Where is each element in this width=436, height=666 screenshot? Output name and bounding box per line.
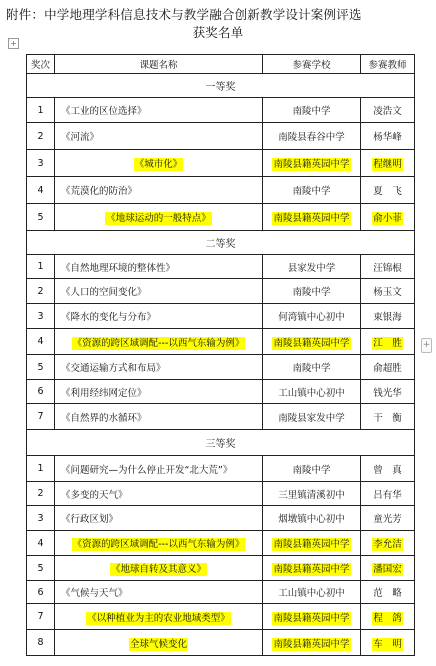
teacher-text: 李允洁 (373, 539, 402, 550)
topic-text: 《行政区划》 (61, 514, 119, 525)
table-row (27, 581, 415, 604)
rank-cell (27, 177, 55, 204)
topic-cell (55, 255, 263, 279)
section-row (27, 430, 415, 456)
school-text: 南陵县籍英园中学 (273, 159, 350, 170)
teacher-text: 潘国宏 (373, 564, 402, 575)
topic-text: 《资源的跨区域调配---以西气东输为例》 (72, 337, 245, 349)
table-row (27, 329, 415, 355)
section-label: 二等奖 (27, 231, 415, 255)
table-row (27, 98, 415, 123)
topic-text: 《自然地理环境的整体性》 (61, 262, 176, 274)
school-text: 工山镇中心初中 (278, 387, 345, 399)
teacher-text: 车 明 (373, 638, 402, 650)
teacher-text: 钱光华 (373, 387, 402, 399)
teacher-cell (361, 482, 415, 506)
teacher-cell (361, 204, 415, 231)
topic-text: 《利用经纬网定位》 (61, 387, 147, 399)
rank-text: 4 (37, 336, 44, 347)
teacher-cell (361, 177, 415, 204)
table-row (27, 482, 415, 506)
table-row (27, 177, 415, 204)
school-cell (263, 98, 361, 123)
topic-text: 《地球自转及其意义》 (110, 564, 206, 575)
school-text: 三里镇清溪初中 (278, 489, 345, 501)
school-cell (263, 304, 361, 329)
rank-cell (27, 380, 55, 404)
rank-text: 3 (37, 157, 44, 169)
rank-cell (27, 150, 55, 177)
rank-cell (27, 456, 55, 482)
table-row (27, 355, 415, 380)
school-text: 南陵县籍英园中学 (273, 638, 350, 650)
rank-cell (27, 604, 55, 630)
section-label: 三等奖 (27, 430, 415, 456)
table-row (27, 380, 415, 404)
school-text: 烟墩镇中心初中 (278, 514, 345, 525)
school-cell (263, 556, 361, 581)
title-line-2: 获奖名单 (192, 25, 244, 40)
teacher-text: 江 胜 (373, 337, 402, 349)
school-cell (263, 380, 361, 404)
school-cell (263, 123, 361, 150)
rank-text: 1 (37, 463, 44, 474)
school-text: 南陵县籍英园中学 (273, 213, 350, 224)
topic-text: 《人口的空间变化》 (61, 287, 147, 298)
rank-text: 7 (37, 411, 44, 422)
title-line-1: 附件：中学地理学科信息技术与教学融合创新教学设计案例评选 (6, 7, 362, 22)
rank-cell (27, 531, 55, 556)
topic-text: 《城市化》 (134, 159, 183, 170)
teacher-cell (361, 630, 415, 656)
school-text: 南陵中学 (292, 106, 331, 117)
school-text: 南陵县籍英园中学 (273, 337, 350, 349)
header-teacher: 参赛教师 (361, 55, 415, 74)
rank-text: 6 (37, 586, 44, 598)
teacher-text: 程 鸽 (373, 612, 402, 624)
move-anchor-icon[interactable]: + (8, 38, 19, 49)
topic-cell (55, 279, 263, 304)
topic-text: 《资源的跨区域调配---以西气东输为例》 (72, 539, 245, 550)
teacher-cell (361, 255, 415, 279)
teacher-text: 童光芳 (373, 514, 402, 525)
school-text: 南陵县春谷中学 (278, 132, 345, 143)
topic-cell (55, 380, 263, 404)
topic-cell (55, 355, 263, 380)
rank-cell (27, 630, 55, 656)
school-text: 南陵县籍英园中学 (273, 539, 350, 550)
table-header-row (27, 55, 415, 74)
table-row (27, 531, 415, 556)
rank-cell (27, 581, 55, 604)
teacher-cell (361, 150, 415, 177)
rank-text: 4 (37, 184, 44, 196)
teacher-cell (361, 604, 415, 630)
topic-cell (55, 482, 263, 506)
header-topic: 课题名称 (55, 55, 263, 74)
rank-text: 2 (37, 285, 44, 297)
teacher-cell (361, 279, 415, 304)
award-table (26, 54, 415, 656)
teacher-text: 吕有华 (373, 489, 402, 501)
topic-text: 《交通运输方式和布局》 (61, 363, 166, 374)
school-cell (263, 531, 361, 556)
school-cell (263, 581, 361, 604)
topic-text: 《工业的区位选择》 (61, 106, 147, 117)
school-cell (263, 482, 361, 506)
school-cell (263, 456, 361, 482)
teacher-text: 干 衡 (373, 412, 402, 424)
school-text: 南陵县籍英园中学 (273, 564, 350, 575)
school-cell (263, 630, 361, 656)
school-text: 南陵县家发中学 (278, 412, 345, 424)
teacher-cell (361, 404, 415, 430)
teacher-text: 杨华峰 (373, 132, 402, 143)
rank-text: 3 (37, 512, 44, 524)
table-body (27, 74, 415, 656)
school-text: 何湾镇中心初中 (278, 312, 345, 323)
teacher-text: 束银海 (373, 312, 402, 323)
rank-text: 8 (37, 637, 44, 648)
topic-cell (55, 329, 263, 355)
topic-text: 《以种植业为主的农业地域类型》 (87, 612, 230, 624)
rank-text: 4 (37, 537, 44, 549)
school-cell (263, 329, 361, 355)
rank-cell (27, 404, 55, 430)
section-row (27, 74, 415, 98)
side-drag-handle-icon[interactable]: + (421, 338, 432, 353)
rank-cell (27, 482, 55, 506)
section-label: 一等奖 (27, 74, 415, 98)
teacher-cell (361, 329, 415, 355)
school-cell (263, 150, 361, 177)
teacher-text: 俞小菲 (373, 213, 402, 224)
table-row (27, 404, 415, 430)
school-cell (263, 355, 361, 380)
teacher-cell (361, 98, 415, 123)
rank-text: 1 (37, 261, 44, 272)
teacher-text: 夏 飞 (373, 186, 402, 197)
rank-text: 5 (37, 562, 44, 574)
school-cell (263, 255, 361, 279)
school-text: 县家发中学 (287, 262, 336, 274)
rank-text: 1 (37, 104, 44, 116)
topic-text: 《气候与天气》 (61, 588, 128, 599)
topic-cell (55, 604, 263, 630)
rank-cell (27, 98, 55, 123)
rank-text: 2 (37, 488, 44, 499)
teacher-text: 杨玉文 (373, 287, 402, 298)
rank-text: 5 (37, 361, 44, 373)
header-school: 参赛学校 (263, 55, 361, 74)
school-cell (263, 604, 361, 630)
table-row (27, 556, 415, 581)
table-row (27, 123, 415, 150)
teacher-cell (361, 304, 415, 329)
rank-cell (27, 204, 55, 231)
document-title (4, 6, 432, 42)
teacher-text: 范 略 (373, 588, 402, 599)
rank-cell (27, 255, 55, 279)
topic-cell (55, 581, 263, 604)
teacher-cell (361, 531, 415, 556)
topic-cell (55, 556, 263, 581)
table-row (27, 456, 415, 482)
topic-cell (55, 123, 263, 150)
topic-cell (55, 456, 263, 482)
topic-cell (55, 404, 263, 430)
teacher-cell (361, 556, 415, 581)
topic-text: 《降水的变化与分布》 (61, 312, 157, 323)
teacher-cell (361, 123, 415, 150)
school-cell (263, 279, 361, 304)
school-cell (263, 506, 361, 531)
school-text: 南陵中学 (292, 186, 331, 197)
teacher-cell (361, 506, 415, 531)
teacher-text: 汪锦根 (373, 262, 402, 274)
topic-text: 《荒漠化的防治》 (61, 186, 138, 197)
topic-text: 全球气候变化 (129, 638, 187, 650)
topic-text: 《问题研究—为什么停止开发“北大荒”》 (61, 464, 233, 476)
table-row (27, 279, 415, 304)
rank-text: 7 (37, 611, 44, 622)
school-text: 南陵中学 (292, 287, 331, 298)
topic-text: 《多变的天气》 (61, 489, 128, 501)
rank-cell (27, 123, 55, 150)
rank-text: 5 (37, 211, 44, 223)
school-text: 南陵县籍英园中学 (273, 612, 350, 624)
school-cell (263, 204, 361, 231)
topic-text: 《自然界的水循环》 (61, 412, 147, 424)
table-row (27, 630, 415, 656)
teacher-cell (361, 581, 415, 604)
header-rank: 奖次 (27, 55, 55, 74)
topic-cell (55, 531, 263, 556)
rank-cell (27, 556, 55, 581)
rank-cell (27, 355, 55, 380)
rank-cell (27, 279, 55, 304)
topic-cell (55, 150, 263, 177)
topic-cell (55, 98, 263, 123)
school-cell (263, 404, 361, 430)
rank-text: 3 (37, 310, 44, 322)
table-row (27, 150, 415, 177)
rank-cell (27, 304, 55, 329)
rank-text: 6 (37, 386, 44, 397)
teacher-cell (361, 380, 415, 404)
topic-text: 《河流》 (61, 132, 100, 143)
topic-cell (55, 506, 263, 531)
rank-text: 2 (37, 130, 44, 142)
topic-cell (55, 630, 263, 656)
teacher-text: 俞超胜 (373, 363, 402, 374)
table-row (27, 204, 415, 231)
school-text: 南陵中学 (292, 464, 331, 476)
table-row (27, 255, 415, 279)
school-text: 工山镇中心初中 (278, 588, 345, 599)
teacher-text: 凌浩文 (373, 106, 402, 117)
topic-cell (55, 177, 263, 204)
topic-cell (55, 204, 263, 231)
school-text: 南陵中学 (292, 363, 331, 374)
teacher-cell (361, 456, 415, 482)
teacher-cell (361, 355, 415, 380)
table-row (27, 304, 415, 329)
school-cell (263, 177, 361, 204)
rank-cell (27, 329, 55, 355)
teacher-text: 曾 真 (373, 464, 402, 476)
table-row (27, 604, 415, 630)
rank-cell (27, 506, 55, 531)
topic-cell (55, 304, 263, 329)
topic-text: 《地球运动的一般特点》 (106, 213, 211, 224)
teacher-text: 程继明 (373, 159, 402, 170)
table-row (27, 506, 415, 531)
section-row (27, 231, 415, 255)
